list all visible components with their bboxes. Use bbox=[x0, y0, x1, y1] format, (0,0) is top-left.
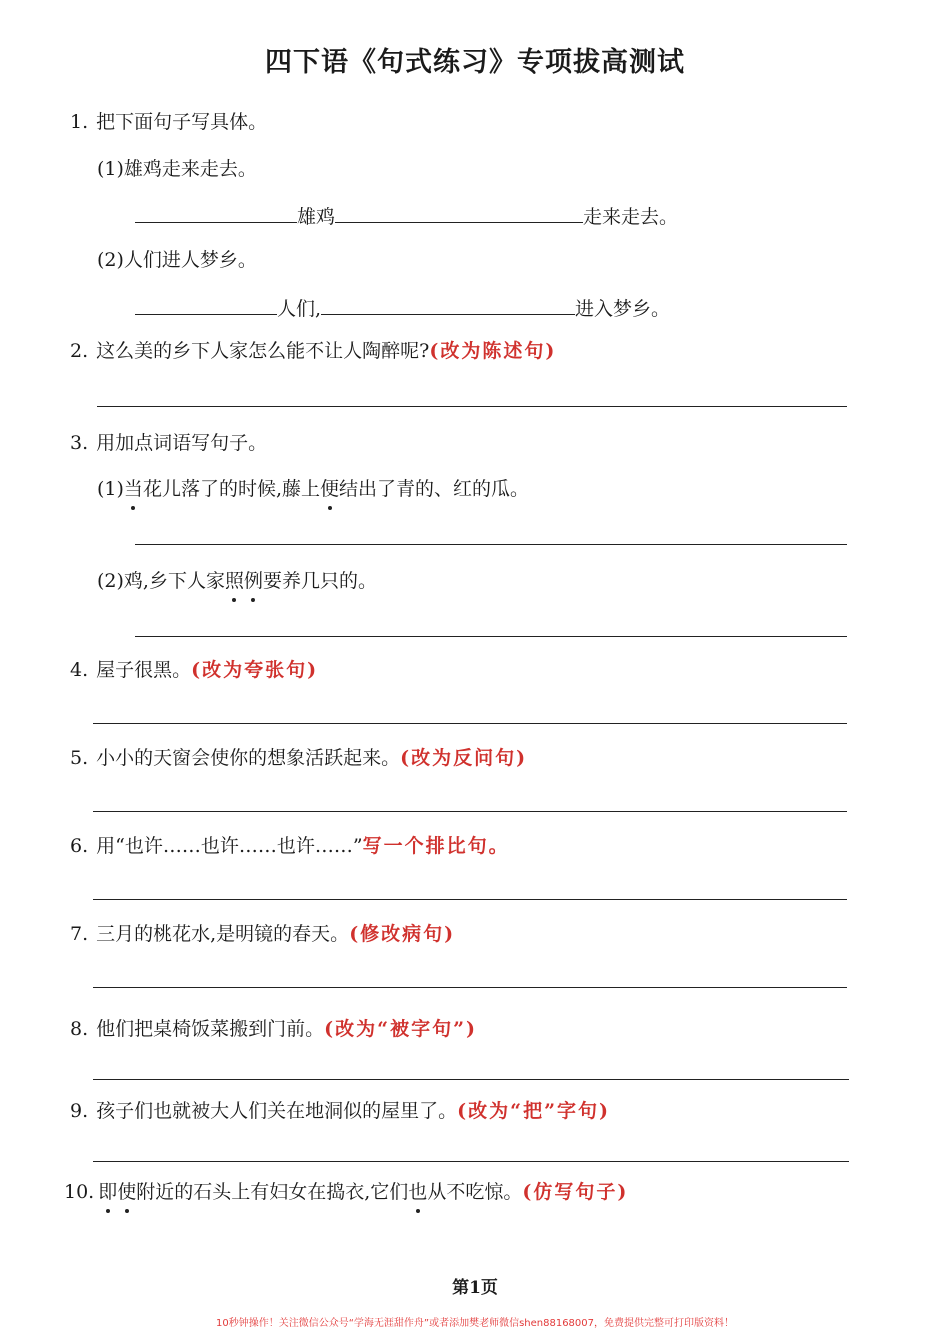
q1-sub2-fill-row bbox=[135, 292, 670, 323]
answer-line[interactable] bbox=[97, 406, 847, 407]
answer-line[interactable] bbox=[93, 723, 847, 724]
question-5 bbox=[70, 744, 527, 772]
sub-label: (2) bbox=[97, 570, 124, 592]
question-text: 孩子们也就被大人们关在地洞似的屋里了。 bbox=[96, 1100, 458, 1122]
q1-sub1-label: (1)雄鸡走来走去。 bbox=[97, 158, 257, 180]
question-text: 屋子很黑。 bbox=[96, 659, 192, 681]
q1-sub2-word2: 进入梦乡。 bbox=[575, 298, 671, 320]
dotted-word: 即 bbox=[98, 1181, 118, 1203]
q1-sub2-label: (2)人们进人梦乡。 bbox=[97, 249, 257, 271]
question-text: 他们把桌椅饭菜搬到门前。 bbox=[96, 1018, 325, 1040]
question-number: 2. bbox=[70, 340, 89, 362]
dotted-word: 例 bbox=[243, 570, 263, 592]
instruction-note: 写一个排比句。 bbox=[362, 835, 510, 857]
question-7 bbox=[70, 920, 455, 948]
sub-label: (1) bbox=[97, 478, 124, 500]
answer-blank[interactable] bbox=[321, 292, 575, 315]
instruction-note: (改为“被字句”) bbox=[324, 1018, 477, 1040]
question-number: 9. bbox=[70, 1100, 89, 1122]
answer-blank[interactable] bbox=[335, 200, 583, 223]
answer-line[interactable] bbox=[93, 1161, 849, 1162]
sentence-text: 藤上 bbox=[281, 478, 320, 500]
question-number: 8. bbox=[70, 1018, 89, 1040]
question-text: 用加点词语写句子。 bbox=[96, 432, 268, 454]
question-9 bbox=[70, 1097, 610, 1125]
q3-sub1 bbox=[97, 475, 529, 503]
dotted-word: 使 bbox=[117, 1181, 137, 1203]
answer-line[interactable] bbox=[93, 1079, 849, 1080]
question-number: 5. bbox=[70, 747, 89, 769]
worksheet-title: 四下语《句式练习》专项拔高测试 bbox=[265, 47, 685, 78]
sentence-text: 结出了青的、红的瓜。 bbox=[339, 478, 530, 500]
sentence-text: 附近的石头上有妇女在捣衣,它们 bbox=[136, 1181, 409, 1203]
question-2 bbox=[70, 337, 556, 365]
q1-sub1-word2: 走来走去。 bbox=[583, 206, 679, 228]
page-number: 第1页 bbox=[452, 1278, 498, 1298]
question-8 bbox=[70, 1015, 477, 1043]
question-number: 3. bbox=[70, 432, 89, 454]
question-number: 7. bbox=[70, 923, 89, 945]
sentence-text: 花儿落了的时候, bbox=[142, 478, 282, 500]
question-1 bbox=[70, 108, 267, 136]
question-text: 把下面句子写具体。 bbox=[96, 111, 268, 133]
dotted-word: 照 bbox=[224, 570, 244, 592]
footer-notice: 10秒钟操作！关注微信公众号“学海无涯甜作舟”或者添加樊老师微信shen88168007，免费提供完整可打印版资料！ bbox=[215, 1318, 735, 1329]
question-text: 用“也许……也许……也许……” bbox=[96, 835, 363, 857]
dotted-word: 便 bbox=[320, 478, 340, 500]
question-4 bbox=[70, 656, 318, 684]
question-3 bbox=[70, 429, 267, 457]
question-number: 1. bbox=[70, 111, 89, 133]
q1-sub1-word1: 雄鸡 bbox=[297, 206, 336, 228]
instruction-note: (修改病句) bbox=[349, 923, 456, 945]
sentence-text: 鸡,乡下人家 bbox=[123, 570, 225, 592]
instruction-note: (改为夸张句) bbox=[191, 659, 319, 681]
instruction-note: (仿写句子) bbox=[522, 1181, 629, 1203]
answer-line[interactable] bbox=[135, 544, 847, 545]
question-number: 6. bbox=[70, 835, 89, 857]
q1-sub1-fill-row bbox=[135, 200, 678, 231]
question-text: 三月的桃花水,是明镜的春天。 bbox=[96, 923, 350, 945]
sentence-text: 要养几只的。 bbox=[263, 570, 378, 592]
answer-line[interactable] bbox=[135, 636, 847, 637]
dotted-word: 也 bbox=[408, 1181, 428, 1203]
answer-line[interactable] bbox=[93, 811, 847, 812]
instruction-note: (改为反问句) bbox=[400, 747, 528, 769]
sentence-text: 从不吃惊。 bbox=[427, 1181, 523, 1203]
question-10 bbox=[64, 1178, 628, 1206]
answer-line[interactable] bbox=[93, 987, 847, 988]
dotted-word: 当 bbox=[123, 478, 143, 500]
question-6 bbox=[70, 832, 510, 860]
q3-sub2 bbox=[97, 567, 377, 595]
question-number: 4. bbox=[70, 659, 89, 681]
instruction-note: (改为陈述句) bbox=[429, 340, 557, 362]
question-number: 10. bbox=[64, 1181, 95, 1203]
question-text: 这么美的乡下人家怎么能不让人陶醉呢? bbox=[96, 340, 430, 362]
answer-blank[interactable] bbox=[135, 292, 277, 315]
q1-sub2-word1: 人们, bbox=[277, 298, 322, 320]
answer-blank[interactable] bbox=[135, 200, 297, 223]
instruction-note: (改为“把”字句) bbox=[457, 1100, 610, 1122]
question-text: 小小的天窗会使你的想象活跃起来。 bbox=[96, 747, 401, 769]
answer-line[interactable] bbox=[93, 899, 847, 900]
